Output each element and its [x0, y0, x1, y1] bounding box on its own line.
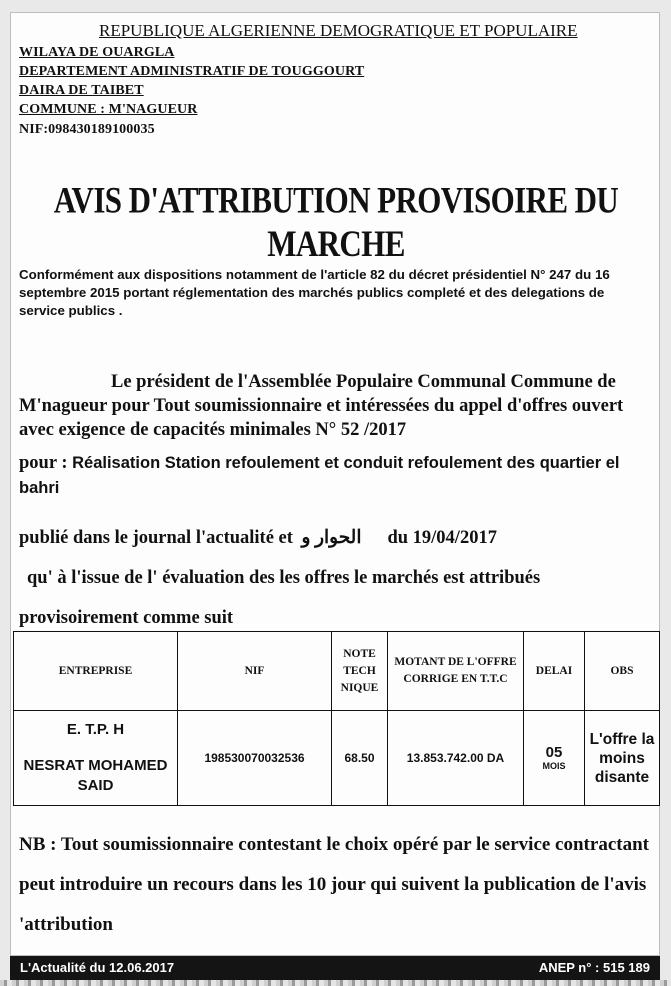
- nb-paragraph: [19, 825, 655, 945]
- col-entreprise: ENTREPRISE: [14, 632, 178, 711]
- daira-line: DAIRA DE TAIBET: [19, 83, 144, 98]
- publie-date: du 19/04/2017: [387, 528, 497, 548]
- notice-document: [10, 12, 660, 956]
- nb-text: Tout soumissionnaire contestant le choix opéré par le service contractant peut introduire un recours dans les 10 jour qui suivent la publication de l'avis 'attribution: [19, 834, 649, 935]
- journal-arabic: الحوار و: [301, 528, 362, 548]
- pour-label: pour :: [19, 453, 68, 473]
- legal-intro: Conformément aux dispositions notamment de l'article 82 du décret présidentiel N° 247 du 16 septembre 2015 portant réglementation des marchés publics completé et des delegations de service publics .: [19, 267, 610, 318]
- project-text: Réalisation Station refoulement et conduit refoulement des quartier el bahri: [19, 454, 620, 497]
- table-header-row: [14, 632, 660, 711]
- attribution-table: [13, 631, 660, 806]
- notice-title: AVIS D'ATTRIBUTION PROVISOIRE DU MARCHE: [53, 179, 619, 265]
- president-text: Le président de l'Assemblée Populaire Communal Commune de M'nagueur pour Tout soumissionnaire et intéressées du appel d'offres ouvert avec exigence de capacités minimales N° 52 /2017: [19, 372, 624, 440]
- entreprise-type: E. T.P. H: [66, 721, 125, 738]
- entreprise-name: NESRAT MOHAMED SAID: [23, 757, 168, 794]
- spacer: [14, 740, 177, 756]
- footer-anep-number: ANEP n° : 515 189: [538, 960, 650, 975]
- note-cell: 68.50: [332, 711, 388, 806]
- president-paragraph: [19, 370, 655, 442]
- delai-unit: MOIS: [542, 761, 566, 771]
- col-delai: DELAI: [524, 632, 585, 711]
- evaluation-line: qu' à l'issue de l' évaluation des les offres le marchés est attribués: [27, 568, 541, 588]
- obs-cell: L'offre la moins disante: [585, 711, 660, 806]
- commune-line: COMMUNE : M'NAGUEUR: [19, 102, 198, 117]
- nif-line: NIF:098430189100035: [19, 122, 155, 137]
- nif-cell: 198530070032536: [178, 711, 332, 806]
- provisoire-line: provisoirement comme suit: [19, 608, 234, 628]
- montant-cell: 13.853.742.00 DA: [388, 711, 524, 806]
- table-row: [14, 711, 660, 806]
- col-montant: MOTANT DE L'OFFRE CORRIGE EN T.T.C: [388, 632, 524, 711]
- delai-cell: [524, 711, 585, 806]
- project-paragraph: [19, 451, 655, 501]
- nb-label: NB :: [19, 834, 57, 855]
- col-nif: NIF: [178, 632, 332, 711]
- publication-line: [19, 527, 655, 549]
- entreprise-cell: [14, 711, 178, 806]
- republic-heading: REPUBLIQUE ALGERIENNE DEMOGRATIQUE ET POPULAIRE: [99, 21, 578, 40]
- footer-bar: [10, 956, 660, 980]
- footer-publication: L'Actualité du 12.06.2017: [20, 960, 175, 975]
- departement-line: DEPARTEMENT ADMINISTRATIF DE TOUGGOURT: [19, 64, 365, 79]
- publie-prefix: publié dans le journal l'actualité et: [19, 528, 293, 548]
- wilaya-line: WILAYA DE OUARGLA: [19, 45, 175, 60]
- scan-edge: [0, 980, 671, 986]
- delai-value: 05: [545, 744, 563, 761]
- col-note: NOTE TECH NIQUE: [332, 632, 388, 711]
- col-obs: OBS: [585, 632, 660, 711]
